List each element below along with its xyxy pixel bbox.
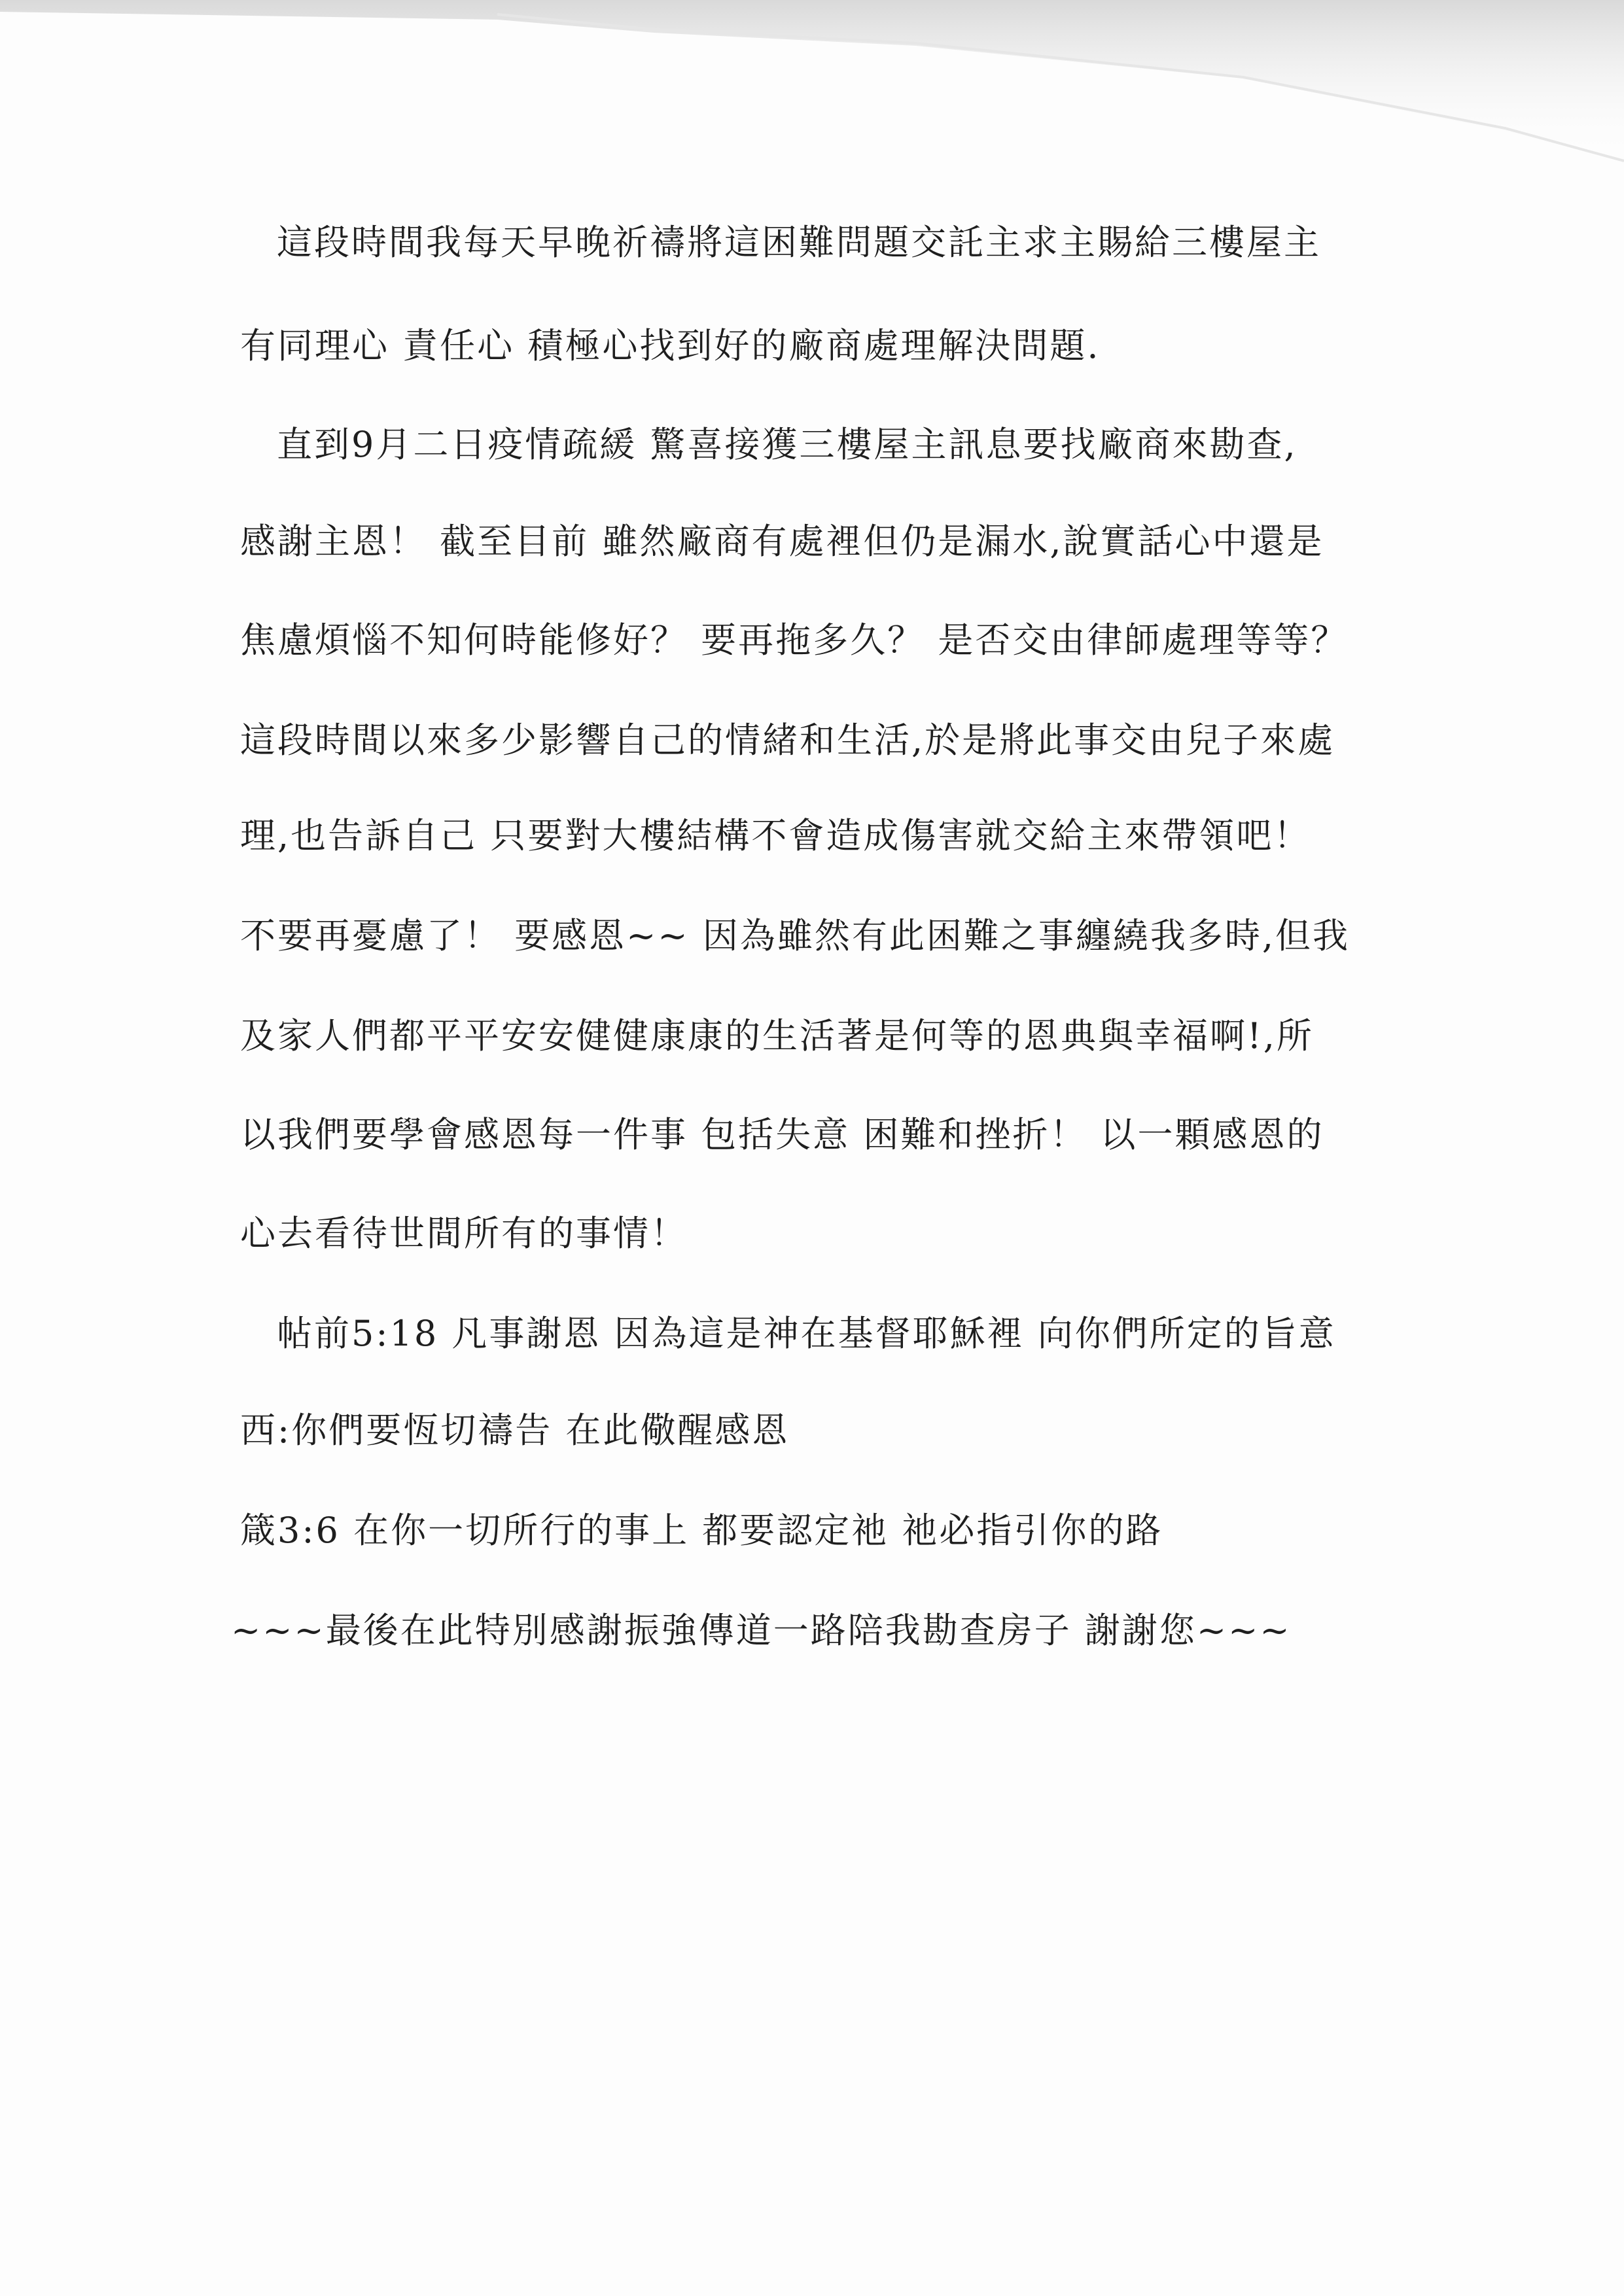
verse-thessalonians: 帖前5:18 凡事謝恩 因為這是神在基督耶穌裡 向你們所定的旨意 xyxy=(277,1313,1336,1354)
paragraph-2-line-8: 以我們要學會感恩每一件事 包括失意 困難和挫折！ 以一顆感恩的 xyxy=(240,1114,1324,1155)
paragraph-1-line-1: 這段時間我每天早晚祈禱將這困難問題交託主求主賜給三樓屋主 xyxy=(277,222,1321,263)
paragraph-2-line-9: 心去看待世間所有的事情！ xyxy=(240,1213,688,1254)
verse-thessalonians-continued: 西:你們要恆切禱告 在此儆醒感恩 xyxy=(240,1410,790,1451)
paragraph-2-line-2: 感謝主恩！ 截至目前 雖然廠商有處裡但仍是漏水,說實話心中還是 xyxy=(240,521,1324,562)
paragraph-2-line-7: 及家人們都平平安安健健康康的生活著是何等的恩典與幸福啊!,所 xyxy=(240,1015,1314,1056)
verse-proverbs: 箴3:6 在你一切所行的事上 都要認定祂 祂必指引你的路 xyxy=(240,1510,1163,1551)
closing-thanks: ~~~最後在此特別感謝振強傳道一路陪我勘查房子 謝謝您~~~ xyxy=(231,1610,1292,1651)
page-curl-shadow xyxy=(0,0,1624,170)
paragraph-2-line-1: 直到9月二日疫情疏緩 驚喜接獲三樓屋主訊息要找廠商來勘查, xyxy=(277,424,1297,465)
paragraph-2-line-4: 這段時間以來多少影響自己的情緒和生活,於是將此事交由兒子來處 xyxy=(240,720,1335,761)
paragraph-2-line-3: 焦慮煩惱不知何時能修好？ 要再拖多久？ 是否交由律師處理等等？ xyxy=(240,619,1349,661)
paragraph-2-line-5: 理,也告訴自己 只要對大樓結構不會造成傷害就交給主來帶領吧！ xyxy=(240,815,1311,856)
paragraph-1-line-2: 有同理心 責任心 積極心找到好的廠商處理解決問題. xyxy=(240,325,1101,366)
paragraph-2-line-6: 不要再憂慮了！ 要感恩~~ 因為雖然有此困難之事纏繞我多時,但我 xyxy=(240,915,1350,956)
